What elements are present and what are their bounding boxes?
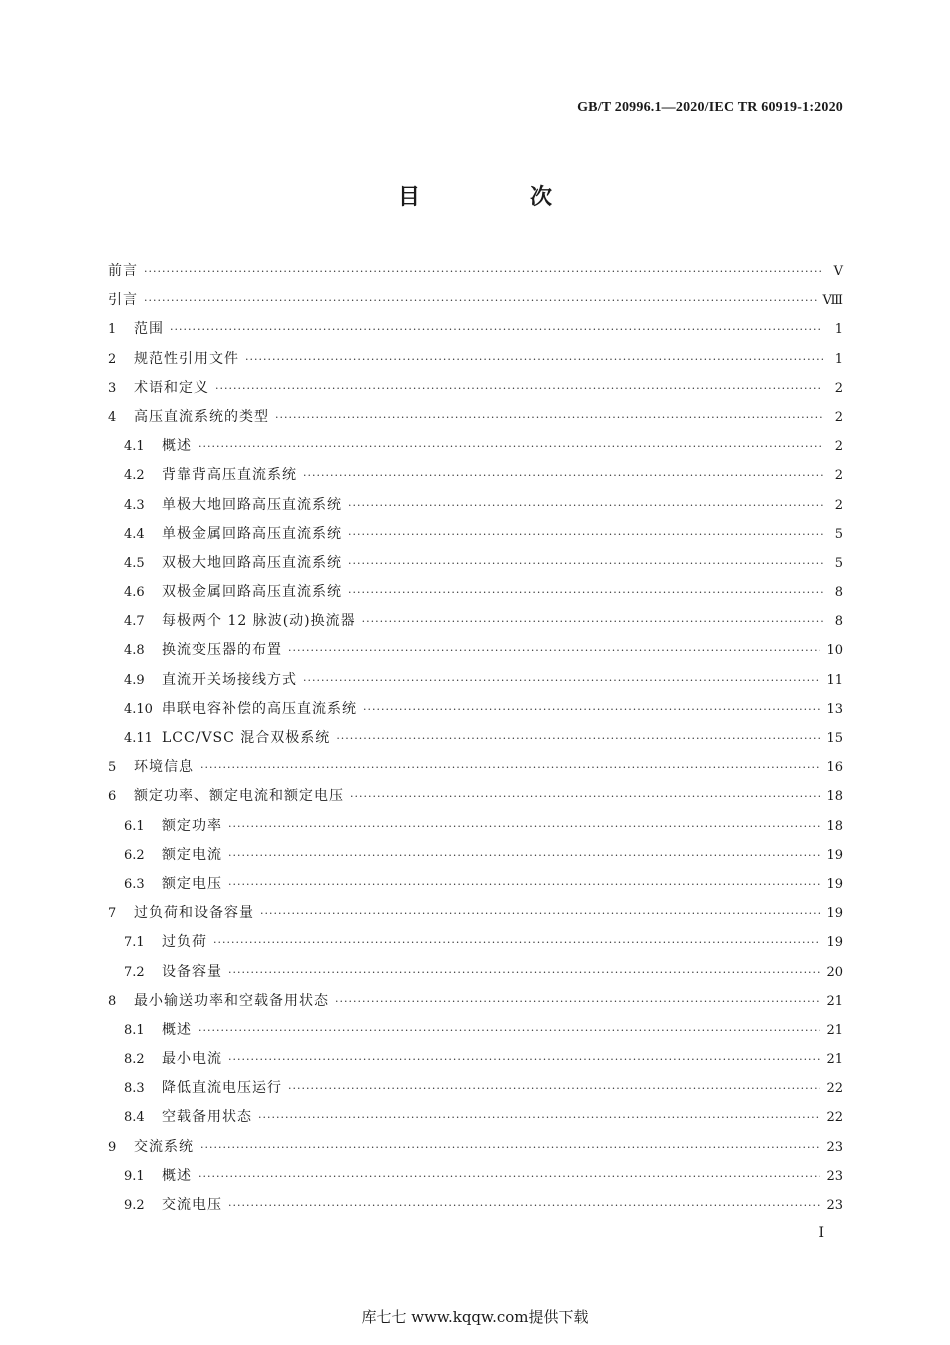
toc-entry-number: 6.1 [124,818,145,834]
toc-entry-page: 21 [826,993,843,1009]
toc-entry-label: 规范性引用文件 [134,350,239,367]
toc-entry-page: 23 [826,1139,843,1155]
toc-leader-dots [198,1020,820,1042]
toc-entry-label: 前言 [108,263,138,279]
toc-entry[interactable] [108,289,843,318]
toc-entry[interactable] [108,873,843,902]
toc-leader-dots [348,495,823,517]
toc-leader-dots [362,611,823,633]
toc-entry-label: 概述 [162,1021,192,1038]
toc-entry-page: 18 [826,818,843,834]
toc-entry[interactable] [108,1194,843,1223]
toc-entry-number: 9 [108,1139,117,1155]
toc-leader-dots [303,465,823,487]
toc-entry-page: 1 [834,322,843,338]
toc-entry-number: 8.4 [124,1110,145,1126]
toc-entry-label: 额定电流 [162,846,222,863]
toc-entry-label: 概述 [162,1167,192,1184]
page-number: Ⅰ [818,1225,824,1241]
toc-entry-page: 5 [834,526,843,542]
toc-entry[interactable] [108,756,843,785]
toc-entry[interactable] [108,260,843,289]
toc-leader-dots [348,582,823,604]
toc-entry-label: 引言 [108,292,138,309]
toc-entry-page: 15 [826,731,843,746]
toc-entry[interactable] [108,318,843,347]
toc-entry-number: 4.4 [124,526,145,542]
toc-entry[interactable] [108,552,843,581]
toc-leader-dots [348,553,823,575]
toc-entry-number: 9.1 [124,1168,145,1184]
toc-entry-label: 背靠背高压直流系统 [162,467,297,484]
toc-entry-number: 4.9 [124,672,145,688]
toc-entry[interactable] [108,1019,843,1048]
toc-entry-page: 16 [826,760,843,776]
toc-entry-page: 21 [826,1052,843,1068]
toc-entry-page: 11 [826,672,843,688]
toc-entry-number: 4.8 [124,643,145,659]
toc-entry[interactable] [108,348,843,377]
toc-entry-number: 3 [108,380,117,396]
toc-leader-dots [245,349,823,371]
toc-leader-dots [198,436,823,458]
toc-entry-page: Ⅴ [833,264,843,279]
toc-entry-number: 1 [108,322,117,338]
toc-entry[interactable] [108,785,843,814]
toc-entry-label: 降低直流电压运行 [162,1080,282,1097]
toc-leader-dots [213,932,820,954]
toc-entry-label: 环境信息 [134,759,194,776]
toc-entry-number: 8.2 [124,1052,145,1068]
toc-entry-page: 21 [826,1022,843,1038]
toc-entry-label: 交流系统 [134,1138,194,1155]
toc-entry[interactable] [108,902,843,931]
toc-entry[interactable] [108,931,843,960]
toc-entry[interactable] [108,464,843,493]
toc-entry-page: 22 [826,1081,843,1097]
toc-entry-number: 8.3 [124,1081,145,1097]
toc-entry[interactable] [108,961,843,990]
toc-entry[interactable] [108,1106,843,1135]
toc-leader-dots [144,261,823,283]
toc-entry-number: 6.3 [124,876,145,892]
toc-entry[interactable] [108,1136,843,1165]
toc-entry-number: 6.2 [124,847,145,863]
toc-entry-number: 8.1 [124,1022,145,1038]
toc-entry[interactable] [108,1077,843,1106]
toc-entry-label: 高压直流系统的类型 [134,408,269,425]
toc-entry-page: 19 [826,906,843,922]
toc-entry-page: 2 [834,439,843,455]
toc-entry-label: 范围 [134,321,164,338]
toc-entry-page: 5 [834,555,843,571]
toc-leader-dots [260,903,820,925]
toc-entry[interactable] [108,990,843,1019]
toc-leader-dots [348,524,823,546]
toc-entry[interactable] [108,610,843,639]
toc-entry-page: 8 [834,614,843,630]
toc-entry-number: 4.3 [124,497,145,513]
toc-entry-page: 19 [826,876,843,892]
toc-leader-dots [200,1137,820,1159]
toc-entry[interactable] [108,844,843,873]
toc-entry-page: 2 [834,497,843,513]
toc-entry[interactable] [108,435,843,464]
toc-entry-label: 最小输送功率和空载备用状态 [134,992,329,1009]
toc-entry-number: 7 [108,906,117,922]
toc-leader-dots [288,1078,820,1100]
toc-entry[interactable] [108,523,843,552]
toc-entry-number: 4.1 [124,439,145,455]
toc-leader-dots [228,874,820,896]
toc-entry[interactable] [108,377,843,406]
toc-entry-label: 额定功率 [162,817,222,834]
toc-entry-page: 10 [826,643,843,659]
toc-leader-dots [228,962,820,984]
toc-entry-page: 23 [826,1198,843,1213]
toc-entry-page: 2 [834,380,843,396]
toc-entry-label: 交流电压 [162,1197,222,1213]
toc-leader-dots [170,319,823,341]
toc-leader-dots [200,757,820,779]
toc-entry[interactable] [108,494,843,523]
toc-leader-dots [335,991,820,1013]
toc-entry-label: 单极大地回路高压直流系统 [162,496,342,513]
toc-entry-page: 2 [834,409,843,425]
toc-entry-number: 9.2 [124,1198,145,1213]
toc-entry-number: 4 [108,409,117,425]
toc-entry[interactable] [108,1048,843,1077]
toc-entry-label: 串联电容补偿的高压直流系统 [162,700,357,717]
toc-leader-dots [258,1107,820,1129]
toc-leader-dots [228,1195,820,1217]
toc-entry-number: 7.2 [124,964,145,980]
toc-entry-page: 2 [834,468,843,484]
toc-entry-label: 双极金属回路高压直流系统 [162,584,342,601]
toc-leader-dots [198,1166,820,1188]
toc-entry-label: 额定功率、额定电流和额定电压 [134,788,344,805]
table-of-contents [108,260,843,1223]
toc-entry-number: 4.2 [124,468,145,484]
toc-entry-label: 概述 [162,438,192,455]
toc-leader-dots [336,728,820,750]
toc-entry-page: Ⅷ [822,293,843,309]
toc-entry-number: 4.10 [124,701,153,717]
toc-entry-label: 单极金属回路高压直流系统 [162,525,342,542]
toc-entry[interactable] [108,406,843,435]
toc-leader-dots [288,640,820,662]
toc-entry-number: 4.11 [124,731,153,746]
toc-entry[interactable] [108,581,843,610]
toc-entry-label: 空载备用状态 [162,1109,252,1126]
toc-entry-number: 4.5 [124,555,145,571]
toc-entry-number: 8 [108,993,117,1009]
toc-entry-number: 7.1 [124,935,145,951]
toc-entry-page: 8 [834,585,843,601]
toc-entry-number: 5 [108,760,117,776]
toc-entry-label: 每极两个 12 脉波(动)换流器 [162,613,356,630]
toc-entry-label: 术语和定义 [134,379,209,396]
toc-entry-label: 换流变压器的布置 [162,642,282,659]
toc-leader-dots [215,378,823,400]
toc-entry[interactable] [108,669,843,698]
toc-entry-page: 1 [834,351,843,367]
toc-entry[interactable] [108,1165,843,1194]
toc-leader-dots [228,816,820,838]
toc-entry-label: 双极大地回路高压直流系统 [162,554,342,571]
toc-entry-number: 2 [108,351,117,367]
toc-leader-dots [275,407,823,429]
toc-entry-page: 19 [826,847,843,863]
toc-entry-number: 4.6 [124,585,145,601]
toc-entry-label: 直流开关场接线方式 [162,671,297,688]
toc-entry-label: 最小电流 [162,1051,222,1068]
toc-leader-dots [144,290,817,312]
page-title: 目 次 [397,184,596,210]
toc-entry-page: 19 [826,935,843,951]
toc-entry-label: LCC/VSC 混合双极系统 [162,730,331,746]
toc-entry-label: 额定电压 [162,875,222,892]
toc-leader-dots [228,845,820,867]
toc-leader-dots [350,786,820,808]
toc-entry-page: 22 [826,1110,843,1126]
toc-entry-page: 23 [826,1168,843,1184]
toc-entry-page: 20 [826,964,843,980]
toc-leader-dots [303,670,820,692]
toc-entry-number: 4.7 [124,614,145,630]
toc-entry-page: 13 [826,701,843,717]
toc-leader-dots [228,1049,820,1071]
footer-watermark: 库七七 www.kqqw.com提供下载 [361,1308,589,1326]
toc-leader-dots [363,699,820,721]
toc-entry[interactable] [108,698,843,727]
toc-entry[interactable] [108,639,843,668]
toc-entry[interactable] [108,815,843,844]
standard-number: GB/T 20996.1—2020/IEC TR 60919-1:2020 [577,100,843,115]
toc-entry-number: 6 [108,789,117,805]
toc-entry[interactable] [108,727,843,756]
toc-entry-page: 18 [826,789,843,805]
toc-entry-label: 设备容量 [162,963,222,980]
toc-entry-label: 过负荷和设备容量 [134,905,254,922]
toc-entry-label: 过负荷 [162,934,207,951]
